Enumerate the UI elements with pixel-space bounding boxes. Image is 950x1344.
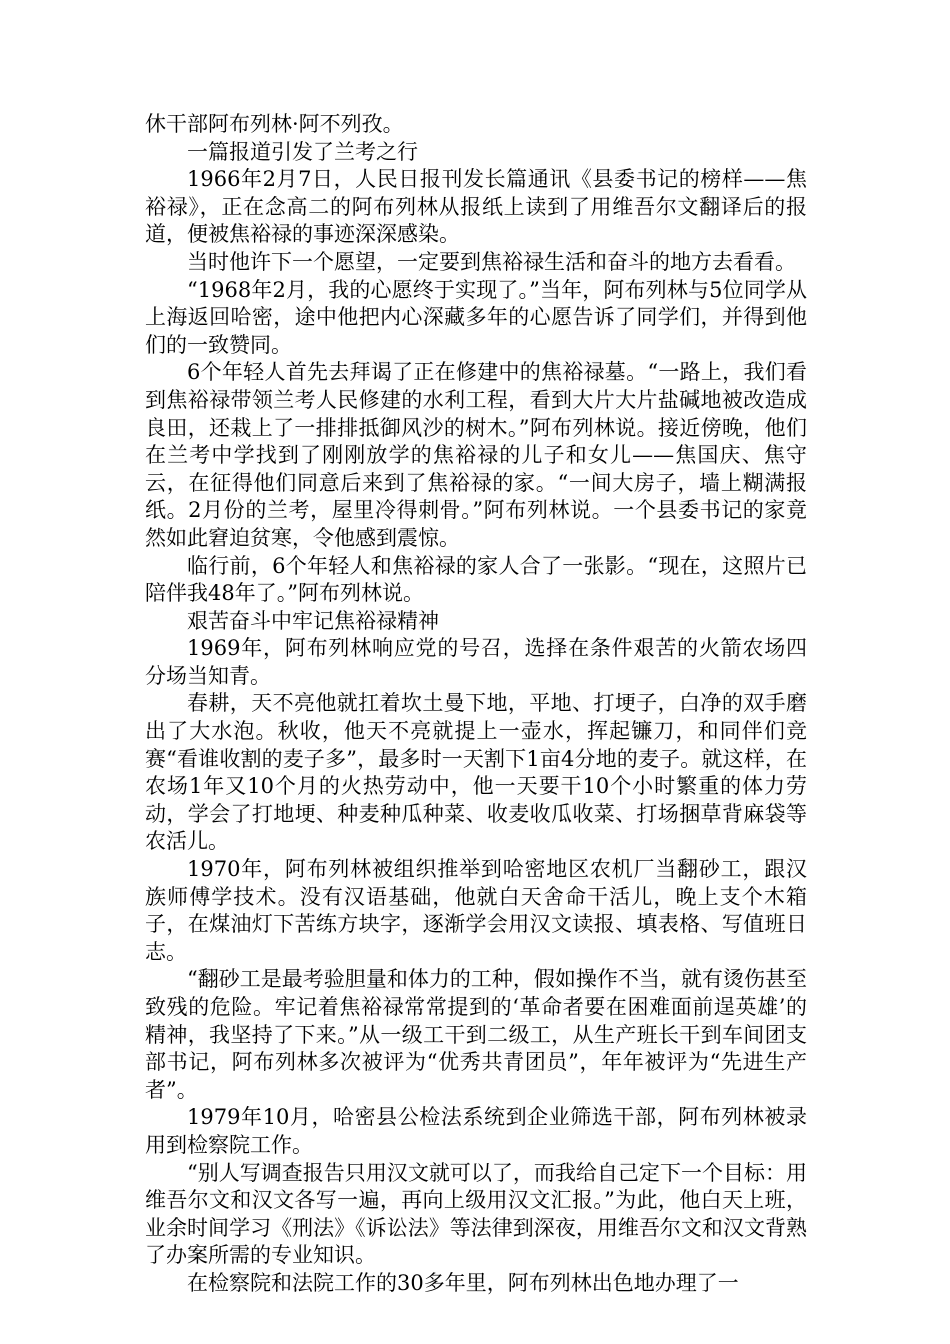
paragraph: 在检察院和法院工作的30多年里，阿布列林出色地办理了一 xyxy=(187,1270,739,1295)
paragraph: 当时他许下一个愿望，一定要到焦裕禄生活和奋斗的地方去看看。 xyxy=(187,249,796,274)
paragraph: 1970年，阿布列林被组织推举到哈密地区农机厂当翻砂工，跟汉族师傅学技术。没有汉语基础，他就白天舍命干活儿，晚上支个木箱子，在煤油灯下苦练方块字，逐渐学会用汉文读报、填表格、写值班日志。 xyxy=(145,857,807,964)
paragraph: “1968年2月，我的心愿终于实现了。”当年，阿布列林与5位同学从上海返回哈密，途中他把内心深藏多年的心愿告诉了同学们，并得到他们的一致赞同。 xyxy=(145,277,807,357)
paragraph: “别人写调查报告只用汉文就可以了，而我给自己定下一个目标：用维吾尔文和汉文各写一遍，再向上级用汉文汇报。”为此，他白天上班，业余时间学习《刑法》《诉讼法》等法律到深夜，用维吾尔文和汉文背熟了办案所需的专业知识。 xyxy=(145,1160,807,1268)
paragraph: 春耕，天不亮他就扛着坎土曼下地，平地、打埂子，白净的双手磨出了大水泡。秋收，他天不亮就提上一壶水，挥起镰刀，和同伴们竞赛“看谁收割的麦子多”，最多时一天割下1亩4分地的麦子。就这样，在农场1年又10个月的火热劳动中，他一天要干10个小时繁重的体力劳动，学会了打地埂、种麦种瓜种菜、收麦收瓜收菜、打场捆草背麻袋等农活儿。 xyxy=(145,691,807,854)
paragraph: 1969年，阿布列林响应党的号召，选择在条件艰苦的火箭农场四分场当知青。 xyxy=(145,636,807,688)
section-heading-hard-work: 艰苦奋斗中牢记焦裕禄精神 xyxy=(187,608,439,633)
paragraph: 1979年10月，哈密县公检法系统到企业筛选干部，阿布列林被录用到检察院工作。 xyxy=(145,1105,807,1157)
paragraph: 临行前，6个年轻人和焦裕禄的家人合了一张影。“现在，这照片已陪伴我48年了。”阿布列林说。 xyxy=(145,553,807,606)
paragraph: “翻砂工是最考验胆量和体力的工种，假如操作不当，就有烫伤甚至致残的危险。牢记着焦裕禄常常提到的‘革命者要在困难面前逞英雄’的精神，我坚持了下来。”从一级工干到二级工，从生产班长干到车间团支部书记，阿布列林多次被评为“优秀共青团员”，年年被评为“先进生产者”。 xyxy=(145,967,807,1102)
paragraph: 6个年轻人首先去拜谒了正在修建中的焦裕禄墓。“一路上，我们看到焦裕禄带领兰考人民修建的水利工程，看到大片大片盐碱地被改造成良田，还栽上了一排排抵御风沙的树木。”阿布列林说。接近傍晚，他们在兰考中学找到了刚刚放学的焦裕禄的儿子和女儿——焦国庆、焦守云，在征得他们同意后来到了焦裕禄的家。“一间大房子，墙上糊满报纸。2月份的兰考，屋里冷得刺骨。”阿布列林说。一个县委书记的家竟然如此窘迫贫寒，令他感到震惊。 xyxy=(145,360,807,550)
document-body xyxy=(145,111,807,1298)
paragraph: 1966年2月7日，人民日报刊发长篇通讯《县委书记的榜样——焦裕禄》，正在念高二的阿布列林从报纸上读到了用维吾尔文翻译后的报道，便被焦裕禄的事迹深深感染。 xyxy=(145,167,807,247)
paragraph-continuation: 休干部阿布列林·阿不列孜。 xyxy=(145,112,404,136)
section-heading-lankao-trip: 一篇报道引发了兰考之行 xyxy=(187,139,418,164)
